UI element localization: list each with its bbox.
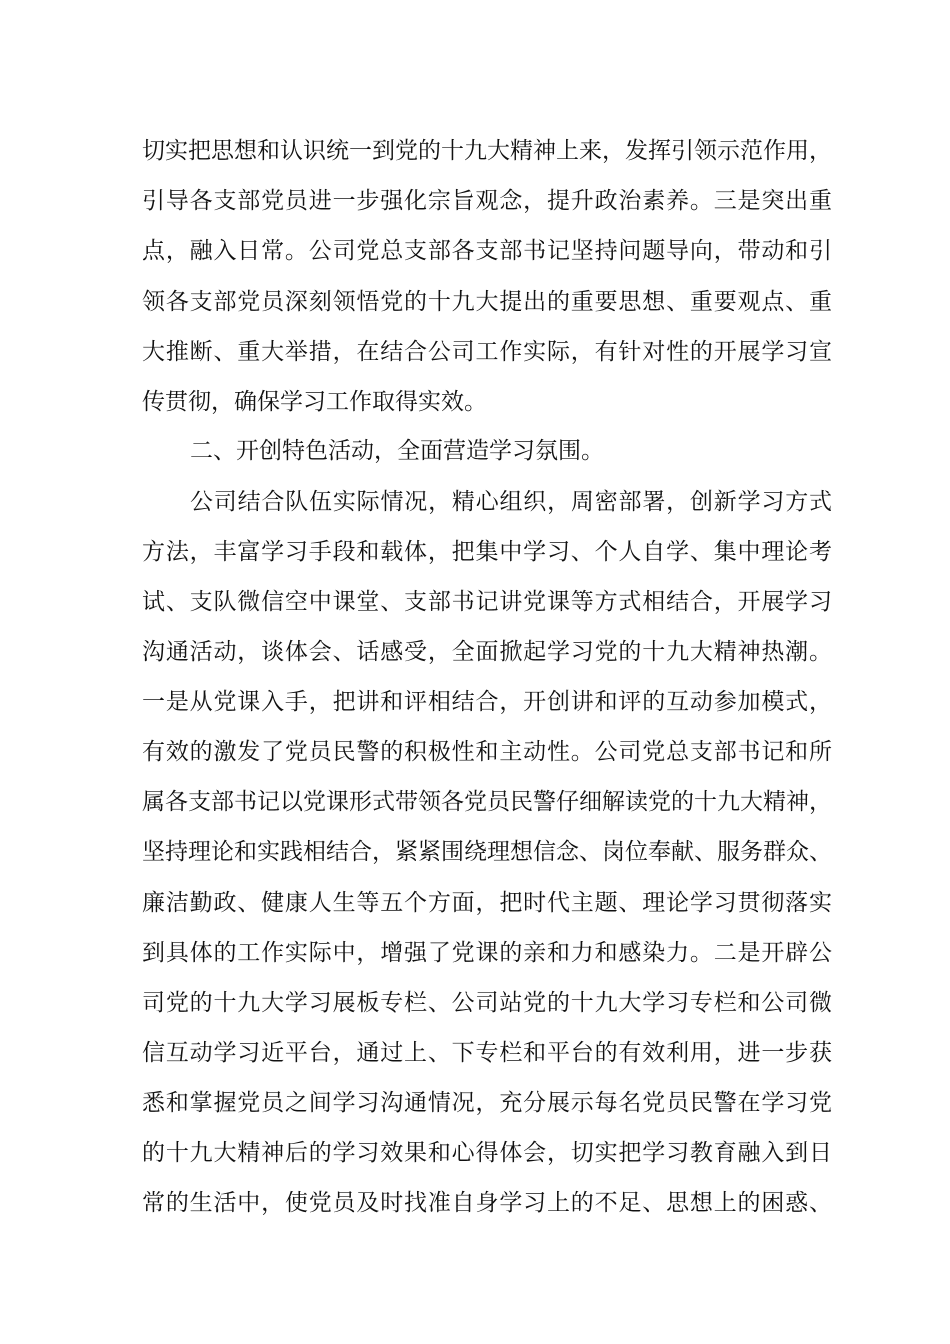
body-line: 切实把思想和认识统一到党的十九大精神上来，发挥引领示范作用， bbox=[142, 138, 832, 164]
body-line: 的十九大精神后的学习效果和心得体会，切实把学习教育融入到日 bbox=[142, 1140, 832, 1166]
body-line: 有效的激发了党员民警的积极性和主动性。公司党总支部书记和所 bbox=[142, 739, 832, 765]
body-line: 司党的十九大学习展板专栏、公司站党的十九大学习专栏和公司微 bbox=[142, 990, 832, 1016]
body-line: 悉和掌握党员之间学习沟通情况，充分展示每名党员民警在学习党 bbox=[142, 1090, 832, 1116]
section-heading: 二、开创特色活动，全面营造学习氛围。 bbox=[190, 438, 604, 464]
body-line: 沟通活动，谈体会、话感受，全面掀起学习党的十九大精神热潮。 bbox=[142, 639, 832, 665]
body-line: 传贯彻，确保学习工作取得实效。 bbox=[142, 389, 487, 415]
body-line: 信互动学习近平台，通过上、下专栏和平台的有效利用，进一步获 bbox=[142, 1040, 832, 1066]
body-line: 一是从党课入手，把讲和评相结合，开创讲和评的互动参加模式， bbox=[142, 689, 832, 715]
body-line: 到具体的工作实际中，增强了党课的亲和力和感染力。二是开辟公 bbox=[142, 940, 832, 966]
body-line: 点，融入日常。公司党总支部各支部书记坚持问题导向，带动和引 bbox=[142, 238, 832, 264]
body-line: 坚持理论和实践相结合，紧紧围绕理想信念、岗位奉献、服务群众、 bbox=[142, 839, 832, 865]
body-line: 廉洁勤政、健康人生等五个方面，把时代主题、理论学习贯彻落实 bbox=[142, 890, 832, 916]
body-line: 常的生活中，使党员及时找准自身学习上的不足、思想上的困惑、 bbox=[142, 1190, 832, 1216]
body-line: 试、支队微信空中课堂、支部书记讲党课等方式相结合，开展学习 bbox=[142, 589, 832, 615]
body-line: 引导各支部党员进一步强化宗旨观念，提升政治素养。三是突出重 bbox=[142, 188, 832, 214]
body-line: 领各支部党员深刻领悟党的十九大提出的重要思想、重要观点、重 bbox=[142, 289, 832, 315]
body-line: 方法，丰富学习手段和载体，把集中学习、个人自学、集中理论考 bbox=[142, 539, 832, 565]
body-line: 属各支部书记以党课形式带领各党员民警仔细解读党的十九大精神， bbox=[142, 789, 832, 815]
body-line: 大推断、重大举措，在结合公司工作实际，有针对性的开展学习宣 bbox=[142, 339, 832, 365]
paragraph-first-line: 公司结合队伍实际情况，精心组织，周密部署，创新学习方式 bbox=[190, 489, 832, 515]
